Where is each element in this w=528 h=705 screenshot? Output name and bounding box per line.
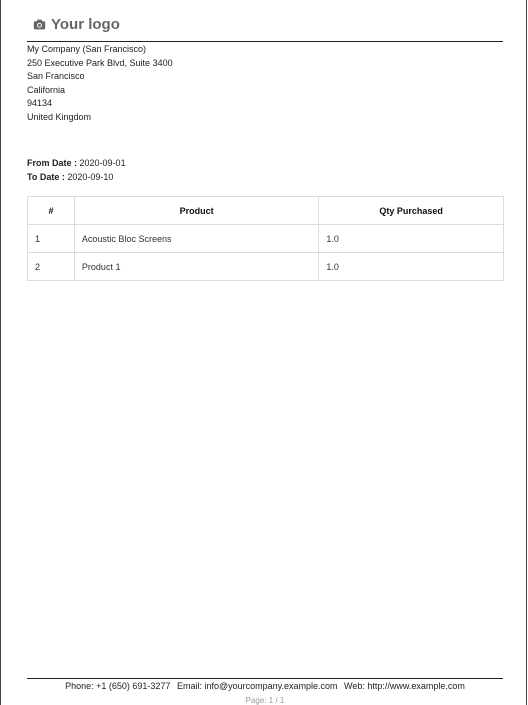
- row-number: 1: [28, 225, 75, 253]
- column-header-product: Product: [74, 197, 318, 225]
- footer-divider: [27, 678, 503, 679]
- header-divider: [27, 41, 503, 42]
- camera-icon: [33, 18, 46, 31]
- from-date-label: From Date :: [27, 158, 78, 168]
- logo-text: Your logo: [51, 16, 120, 33]
- company-city: San Francisco: [27, 71, 85, 82]
- company-address: [27, 43, 173, 125]
- from-date: [27, 156, 126, 170]
- company-street: 250 Executive Park Blvd, Suite 3400: [27, 57, 173, 68]
- purchase-table: [27, 196, 504, 281]
- date-range: [27, 156, 126, 184]
- footer-phone: Phone: +1 (650) 691-3277: [65, 681, 171, 691]
- company-country: United Kingdom: [27, 111, 92, 122]
- row-product: Product 1: [74, 253, 318, 281]
- page-number: Page: 1 / 1: [245, 696, 285, 705]
- to-date-label: To Date :: [27, 172, 65, 182]
- column-header-number: #: [28, 197, 75, 225]
- row-qty: 1.0: [319, 225, 504, 253]
- from-date-value: 2020-09-01: [79, 158, 126, 168]
- company-zip: 94134: [27, 98, 53, 109]
- to-date-value: 2020-09-10: [67, 172, 114, 182]
- table-row: [28, 225, 504, 253]
- table-header-row: [28, 197, 504, 225]
- to-date: [27, 170, 126, 184]
- company-name: My Company (San Francisco): [27, 44, 147, 54]
- row-qty: 1.0: [319, 253, 504, 281]
- table-row: [28, 253, 504, 281]
- company-state: California: [27, 84, 66, 95]
- footer-contact: [27, 681, 503, 691]
- footer-email: Email: info@yourcompany.example.com: [176, 681, 338, 691]
- company-logo: [33, 16, 120, 33]
- row-number: 2: [28, 253, 75, 281]
- column-header-qty: Qty Purchased: [319, 197, 504, 225]
- footer-web: Web: http://www.example.com: [344, 681, 465, 691]
- row-product: Acoustic Bloc Screens: [74, 225, 318, 253]
